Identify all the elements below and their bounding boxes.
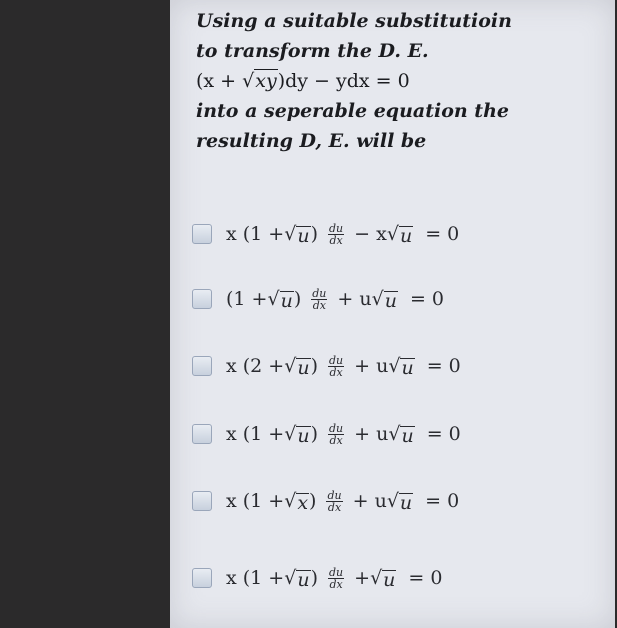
option-sqrt-2	[372, 288, 398, 310]
option-sqrt	[267, 288, 293, 310]
question-line-2: to transform the D. E.	[196, 40, 429, 62]
sqrt-sign: √	[284, 223, 297, 245]
option-post: + u	[354, 423, 389, 445]
option-tail: = 0	[409, 288, 445, 310]
answer-option[interactable]	[192, 214, 459, 254]
fraction-denominator: dx	[312, 298, 326, 312]
sqrt-sign: √	[284, 355, 297, 377]
equation-prefix: (x +	[196, 70, 243, 92]
question-equation	[196, 66, 606, 96]
answer-option[interactable]	[192, 481, 459, 521]
fraction-denominator: dx	[327, 500, 342, 514]
sqrt-sign: √	[242, 70, 255, 92]
option-sqrt	[284, 567, 310, 589]
fraction	[328, 423, 344, 446]
checkbox-icon[interactable]	[192, 289, 212, 309]
option-close-paren: )	[293, 288, 302, 310]
fraction-numerator: du	[329, 565, 344, 579]
fraction	[328, 223, 344, 246]
option-sqrt-2	[388, 355, 414, 377]
option-tail: = 0	[426, 355, 461, 377]
option-tail: = 0	[425, 223, 460, 245]
sqrt-sign: √	[267, 288, 280, 310]
fraction	[326, 490, 342, 513]
option-prefix: (1 +	[226, 288, 268, 310]
sqrt-body: u	[280, 290, 293, 312]
sqrt-body: u	[401, 425, 414, 447]
option-post: + u	[352, 490, 387, 512]
option-close-paren: )	[310, 223, 318, 245]
option-prefix: x (1 +	[226, 567, 285, 589]
fraction-numerator: du	[329, 221, 344, 235]
option-close-paren: )	[309, 490, 317, 512]
sqrt-body: u	[383, 569, 396, 591]
question-text	[196, 6, 606, 156]
equation-sqrt	[242, 66, 278, 96]
checkbox-icon[interactable]	[192, 424, 212, 444]
option-sqrt	[284, 490, 309, 512]
option-sqrt-2	[370, 567, 396, 589]
fraction-numerator: du	[327, 488, 342, 502]
equation-suffix: )dy − ydx = 0	[277, 70, 410, 92]
fraction-denominator: dx	[329, 433, 343, 447]
option-expression	[226, 490, 459, 513]
option-sqrt-2	[387, 223, 413, 245]
sqrt-body: u	[399, 492, 413, 514]
option-prefix: x (1 +	[226, 490, 285, 512]
sqrt-body: xy	[255, 70, 277, 92]
sqrt-body: u	[297, 569, 310, 591]
option-post: − x	[354, 223, 387, 245]
option-sqrt-2	[387, 490, 413, 512]
fraction	[311, 288, 327, 311]
option-prefix: x (1 +	[226, 423, 285, 445]
option-post: + u	[337, 288, 372, 310]
option-expression	[226, 223, 459, 246]
sqrt-sign: √	[388, 423, 401, 445]
option-close-paren: )	[310, 567, 318, 589]
option-expression	[226, 355, 461, 378]
option-expression	[226, 288, 444, 311]
sqrt-sign: √	[284, 423, 297, 445]
fraction-numerator: du	[329, 353, 344, 367]
option-sqrt	[284, 423, 310, 445]
question-line-5: resulting D, E. will be	[196, 130, 427, 152]
sqrt-body: u	[297, 225, 310, 247]
answer-option[interactable]	[192, 279, 444, 319]
option-prefix: x (1 +	[226, 223, 285, 245]
option-expression	[226, 567, 442, 590]
answer-option[interactable]	[192, 414, 461, 454]
sqrt-body: u	[297, 357, 310, 379]
option-post: +	[354, 567, 371, 589]
fraction-numerator: du	[329, 421, 344, 435]
sqrt-sign: √	[388, 355, 401, 377]
fraction-denominator: dx	[329, 365, 343, 379]
checkbox-icon[interactable]	[192, 356, 212, 376]
option-tail: = 0	[426, 423, 461, 445]
checkbox-icon[interactable]	[192, 224, 212, 244]
sqrt-body: u	[399, 225, 413, 247]
option-prefix: x (2 +	[226, 355, 285, 377]
fraction-numerator: du	[312, 286, 327, 300]
option-expression	[226, 423, 461, 446]
question-line-1: Using a suitable substitutioin	[196, 10, 512, 32]
option-tail: = 0	[408, 567, 443, 589]
answer-option[interactable]	[192, 558, 442, 598]
sqrt-body: x	[297, 492, 309, 514]
sqrt-sign: √	[386, 490, 399, 512]
sqrt-sign: √	[284, 490, 297, 512]
option-sqrt	[284, 223, 310, 245]
answer-option[interactable]	[192, 346, 461, 386]
checkbox-icon[interactable]	[192, 491, 212, 511]
option-sqrt-2	[388, 423, 414, 445]
fraction-denominator: dx	[329, 233, 343, 247]
sqrt-sign: √	[371, 288, 384, 310]
fraction	[328, 567, 344, 590]
checkbox-icon[interactable]	[192, 568, 212, 588]
option-tail: = 0	[425, 490, 460, 512]
option-post: + u	[354, 355, 389, 377]
sqrt-sign: √	[370, 567, 383, 589]
sqrt-sign: √	[284, 567, 297, 589]
fraction	[328, 355, 344, 378]
sqrt-body: u	[297, 425, 310, 447]
option-close-paren: )	[310, 355, 318, 377]
sqrt-sign: √	[386, 223, 399, 245]
fraction-denominator: dx	[329, 577, 343, 591]
option-sqrt	[284, 355, 310, 377]
option-close-paren: )	[310, 423, 318, 445]
question-line-4: into a seperable equation the	[196, 100, 509, 122]
sqrt-body: u	[384, 290, 397, 312]
sqrt-body: u	[401, 357, 414, 379]
